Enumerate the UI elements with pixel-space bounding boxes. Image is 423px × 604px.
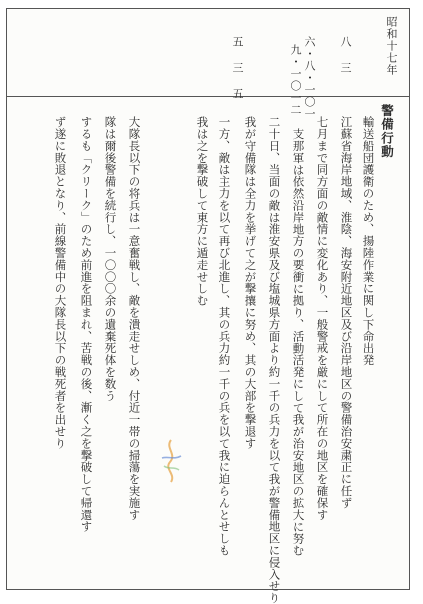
body-line-3: 七月まで同方面の敵情に変化あり、一般警戒を厳にして所在の地区を確保す <box>315 116 330 521</box>
body-line-7: 一方、敵は主力を以て再び北進し、其の兵力約一千の兵を以て我に迫らんとせしも <box>217 116 232 557</box>
date-entry-2: 八 三 <box>339 36 352 74</box>
date-entry-3: 六・八・一〇一 <box>303 36 316 120</box>
document-title: 警備行動 <box>379 104 395 159</box>
body-line-4: 支那軍は依然沿岸地方の要衝に拠り、活動活発にして我が治安地区の拡大に努む <box>291 128 306 557</box>
body-line-9: 大隊長以下の将兵は一意奮戦し、敵を潰走せしめ、付近一帯の掃蕩を実施す <box>127 116 142 521</box>
date-entry-1: 昭和十七年 <box>385 16 398 76</box>
header-divider <box>6 96 410 97</box>
body-line-2: 江蘇省海岸地域、淮陰、海安附近地区及び沿岸地区の警備治安粛正に任ず <box>339 116 354 509</box>
date-entry-4: 九・一〇一二 <box>289 44 302 116</box>
date-entry-5: 五 三 五 <box>231 36 244 100</box>
body-line-5: 二十日、当面の敵は淮安県及び塩城県方面より約一千の兵力を以て我が警備地区に侵入せり <box>267 116 282 604</box>
body-line-11: するも「クリーク」のため前進を阻まれ、苦戦の後、漸く之を撃破して帰還す <box>79 116 94 533</box>
body-line-12: ず遂に敗退となり、前線警備中の大隊長以下の戦死者を出せり <box>53 116 68 450</box>
archive-mark-icon <box>156 436 186 484</box>
body-line-10: 隊は爾後警備を続行し、一〇〇〇余の遺棄死体を数う <box>103 116 118 402</box>
body-line-8: 我は之を撃破して東方に遁走せしむ <box>195 116 210 307</box>
body-line-6: 我が守備隊は全力を挙げて之が撃攘に努め、其の大部を撃退す <box>243 116 258 450</box>
body-line-1: 輸送船団護衛のため、揚陸作業に関し下命出発 <box>361 116 376 366</box>
